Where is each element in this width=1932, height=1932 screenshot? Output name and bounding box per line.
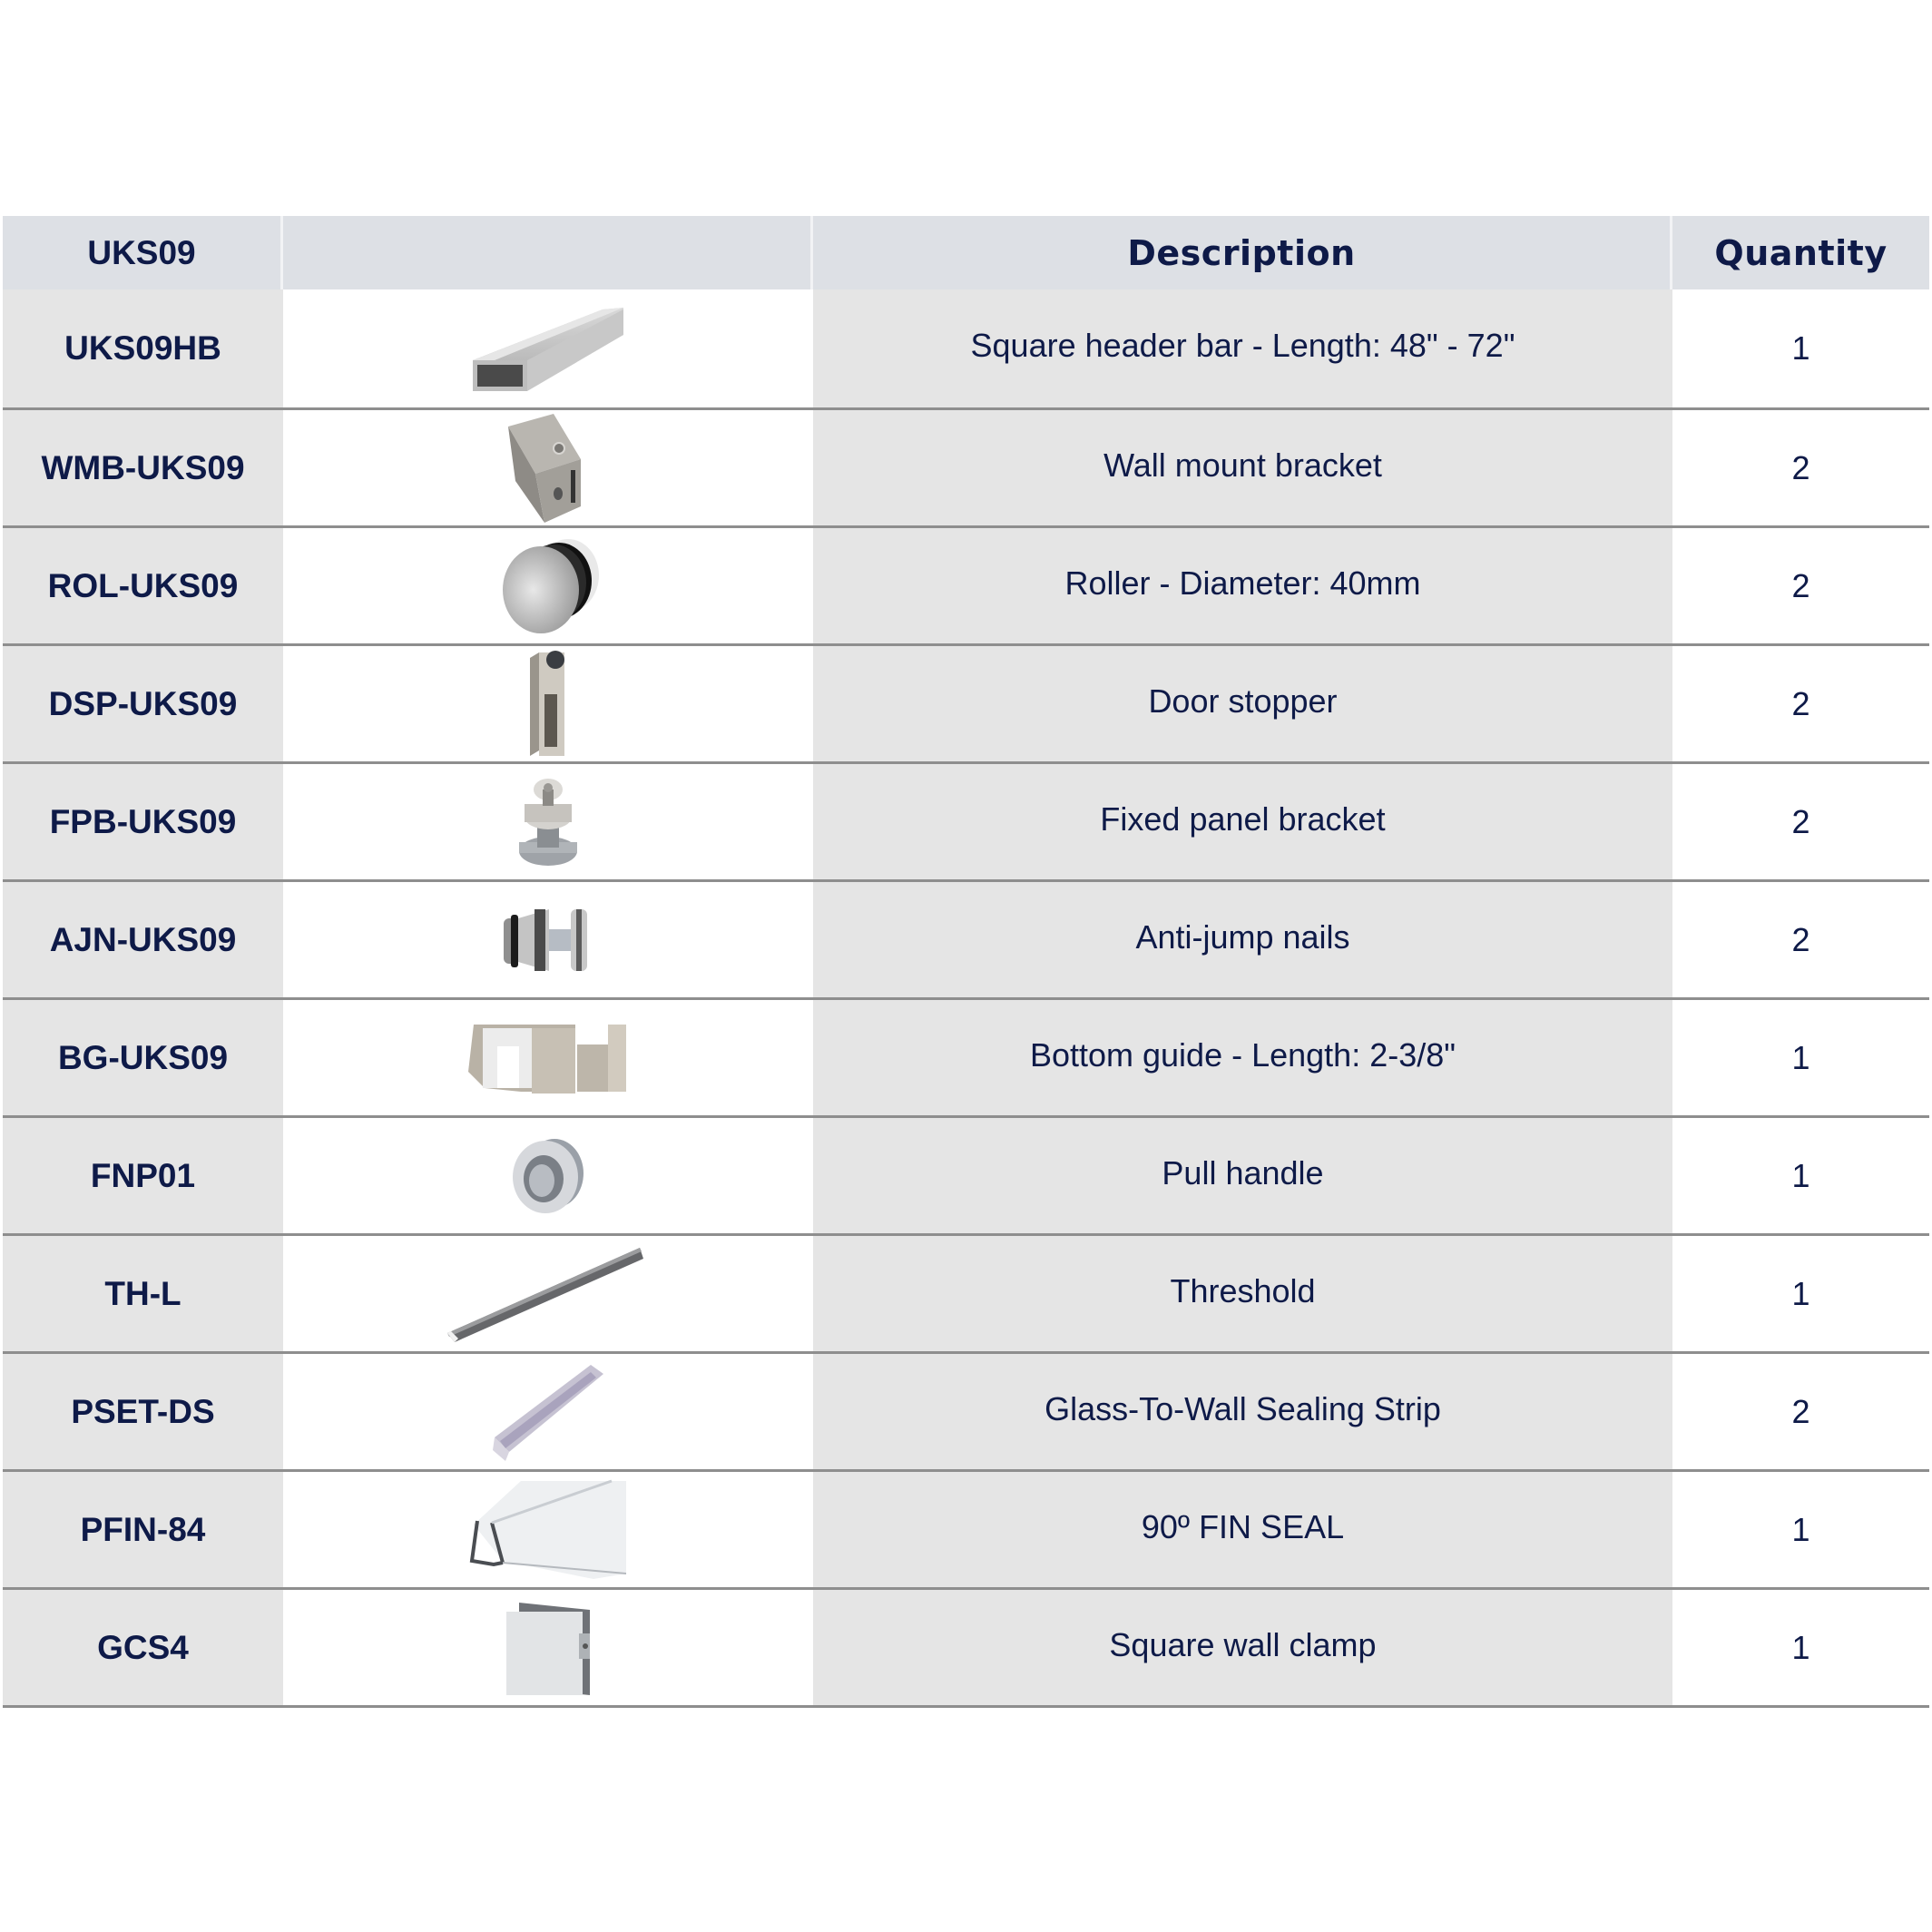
part-code: WMB-UKS09 xyxy=(41,448,245,486)
header-quantity: Quantity xyxy=(1714,232,1888,273)
part-code: FNP01 xyxy=(90,1156,196,1194)
part-quantity: 1 xyxy=(1791,1038,1810,1076)
part-description: Bottom guide - Length: 2-3/8" xyxy=(1029,1035,1456,1074)
part-quantity: 2 xyxy=(1791,566,1810,604)
part-code: TH-L xyxy=(104,1274,181,1312)
part-code: FPB-UKS09 xyxy=(49,802,237,840)
part-quantity: 2 xyxy=(1791,448,1810,486)
part-quantity: 2 xyxy=(1791,802,1810,840)
table-row xyxy=(3,1351,1929,1469)
part-code: UKS09HB xyxy=(64,329,221,367)
sealing-strip-icon xyxy=(439,1358,657,1466)
header-description-cell xyxy=(813,216,1672,289)
part-description: Roller - Diameter: 40mm xyxy=(1064,564,1421,602)
part-description: Square header bar - Length: 48" - 72" xyxy=(970,327,1515,364)
fin-seal-icon xyxy=(439,1476,657,1584)
header-description: Description xyxy=(1127,232,1356,273)
part-quantity: 1 xyxy=(1791,1510,1810,1548)
door-stopper-icon xyxy=(439,650,657,759)
roller-icon xyxy=(439,532,657,641)
bottom-guide-icon xyxy=(439,1004,657,1113)
table-row xyxy=(3,879,1929,997)
header-image-cell xyxy=(283,216,813,289)
part-quantity: 1 xyxy=(1791,1156,1810,1194)
rectangular-tube-icon xyxy=(439,294,657,403)
parts-table xyxy=(3,216,1929,1708)
part-quantity: 1 xyxy=(1791,1274,1810,1312)
part-description: Wall mount bracket xyxy=(1103,446,1382,484)
fixed-panel-bracket-icon xyxy=(439,768,657,877)
table-row xyxy=(3,1115,1929,1233)
table-row xyxy=(3,997,1929,1115)
pull-handle-icon xyxy=(439,1122,657,1231)
table-row xyxy=(3,1587,1929,1708)
part-code: ROL-UKS09 xyxy=(47,566,239,604)
part-code: GCS4 xyxy=(97,1628,189,1666)
table-row xyxy=(3,1469,1929,1587)
part-description: 90º FIN SEAL xyxy=(1141,1507,1345,1545)
table-row xyxy=(3,525,1929,643)
table-row xyxy=(3,1233,1929,1351)
table-row xyxy=(3,407,1929,525)
part-code: DSP-UKS09 xyxy=(48,684,238,722)
part-quantity: 2 xyxy=(1791,1392,1810,1430)
table-row xyxy=(3,289,1929,407)
part-quantity: 2 xyxy=(1791,920,1810,958)
part-code: AJN-UKS09 xyxy=(49,920,237,958)
wall-mount-bracket-icon xyxy=(439,414,657,523)
part-quantity: 2 xyxy=(1791,684,1810,722)
part-description: Pull handle xyxy=(1162,1153,1324,1192)
wall-clamp-icon xyxy=(439,1594,657,1702)
part-description: Glass-To-Wall Sealing Strip xyxy=(1044,1389,1441,1427)
table-row xyxy=(3,643,1929,761)
table-row xyxy=(3,761,1929,879)
part-code: BG-UKS09 xyxy=(57,1038,229,1076)
header-quantity-cell xyxy=(1672,216,1929,289)
part-code: PFIN-84 xyxy=(80,1510,206,1548)
part-description: Square wall clamp xyxy=(1109,1625,1377,1663)
header-code: UKS09 xyxy=(87,233,196,271)
anti-jump-nail-icon xyxy=(439,886,657,995)
threshold-icon xyxy=(439,1240,657,1348)
part-description: Door stopper xyxy=(1148,682,1338,720)
part-quantity: 1 xyxy=(1791,329,1810,367)
part-quantity: 1 xyxy=(1791,1628,1810,1666)
part-description: Anti-jump nails xyxy=(1135,917,1350,956)
part-description: Fixed panel bracket xyxy=(1100,799,1386,838)
part-code: PSET-DS xyxy=(71,1392,215,1430)
header-code-cell xyxy=(3,216,283,289)
part-description: Threshold xyxy=(1170,1271,1316,1309)
table-header xyxy=(3,216,1929,289)
